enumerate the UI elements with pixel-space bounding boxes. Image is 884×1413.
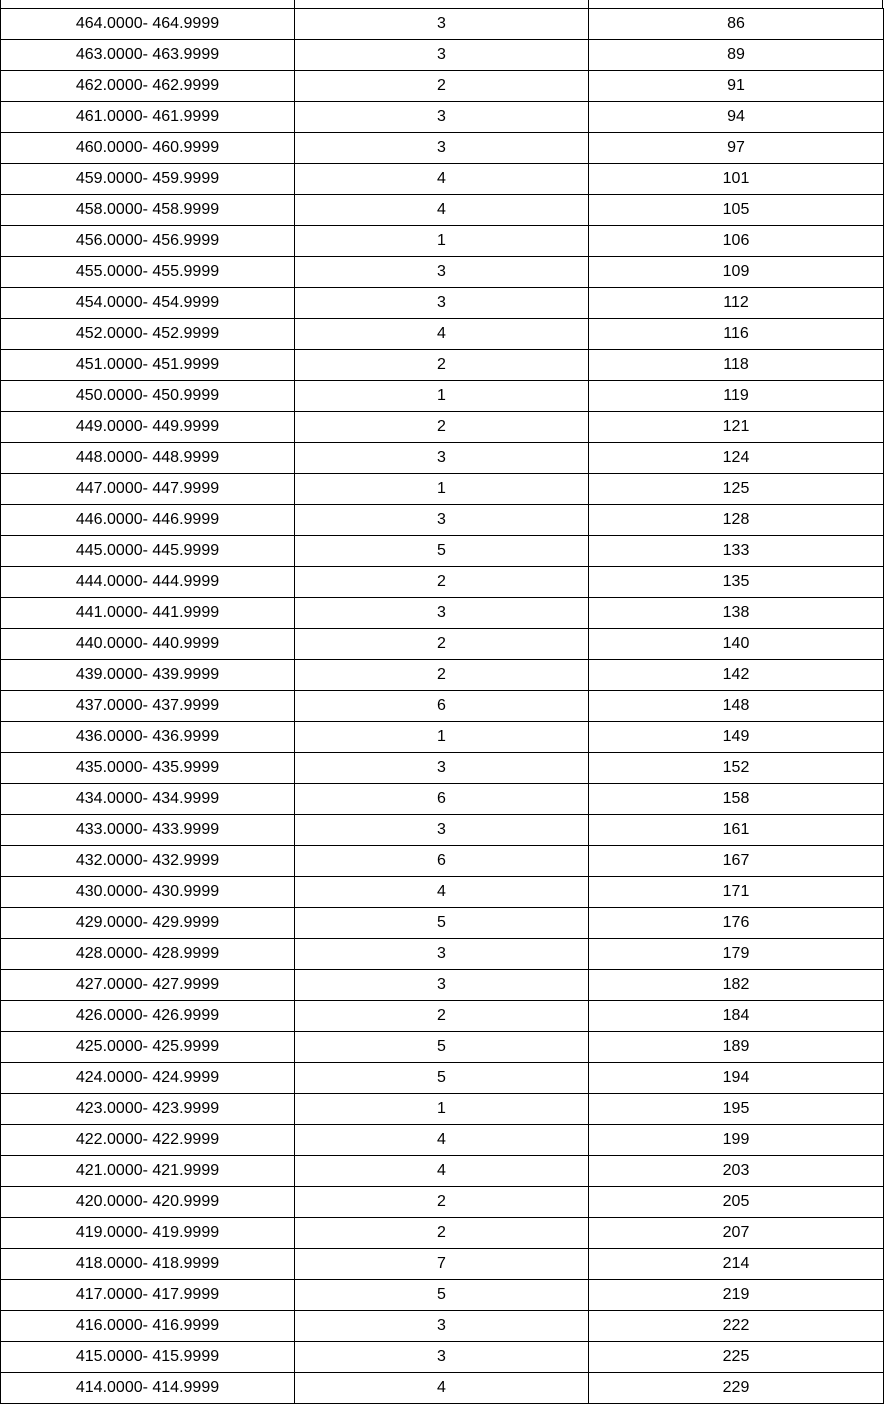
cumulative-count-cell: 125 (589, 474, 884, 505)
table-row (1, 567, 884, 598)
score-range-cell: 460.0000- 460.9999 (1, 133, 295, 164)
cumulative-count-cell: 119 (589, 381, 884, 412)
count-cell: 3 (295, 133, 589, 164)
cumulative-count-cell: 140 (589, 629, 884, 660)
cumulative-count-cell: 128 (589, 505, 884, 536)
score-range-cell: 455.0000- 455.9999 (1, 257, 295, 288)
cumulative-count-cell: 101 (589, 164, 884, 195)
score-range-cell: 441.0000- 441.9999 (1, 598, 295, 629)
count-cell: 6 (295, 691, 589, 722)
count-cell: 2 (295, 1218, 589, 1249)
table-row (1, 226, 884, 257)
score-range-cell: 417.0000- 417.9999 (1, 1280, 295, 1311)
cumulative-count-cell: 199 (589, 1125, 884, 1156)
score-range-cell: 444.0000- 444.9999 (1, 567, 295, 598)
count-cell: 3 (295, 753, 589, 784)
table-row (1, 1249, 884, 1280)
table-row (1, 319, 884, 350)
count-cell: 3 (295, 288, 589, 319)
score-range-cell: 445.0000- 445.9999 (1, 536, 295, 567)
cumulative-count-cell: 124 (589, 443, 884, 474)
count-cell: 2 (295, 1187, 589, 1218)
table-row (1, 1311, 884, 1342)
score-range-cell: 427.0000- 427.9999 (1, 970, 295, 1001)
cumulative-count-cell: 225 (589, 1342, 884, 1373)
table-row (1, 1001, 884, 1032)
cumulative-count-cell: 138 (589, 598, 884, 629)
table-row (1, 1156, 884, 1187)
table-row (1, 288, 884, 319)
count-cell: 2 (295, 629, 589, 660)
score-range-cell: 423.0000- 423.9999 (1, 1094, 295, 1125)
score-range-cell: 430.0000- 430.9999 (1, 877, 295, 908)
cumulative-count-cell: 205 (589, 1187, 884, 1218)
cumulative-count-cell: 207 (589, 1218, 884, 1249)
table-row (1, 412, 884, 443)
table-row (1, 784, 884, 815)
score-range-cell: 433.0000- 433.9999 (1, 815, 295, 846)
count-cell: 4 (295, 195, 589, 226)
cumulative-count-cell: 142 (589, 660, 884, 691)
count-cell: 5 (295, 1280, 589, 1311)
table-row (1, 1280, 884, 1311)
score-range-cell: 416.0000- 416.9999 (1, 1311, 295, 1342)
cumulative-count-cell: 161 (589, 815, 884, 846)
score-range-cell: 458.0000- 458.9999 (1, 195, 295, 226)
count-cell: 3 (295, 443, 589, 474)
count-cell: 3 (295, 40, 589, 71)
cumulative-count-cell: 94 (589, 102, 884, 133)
count-cell: 3 (295, 939, 589, 970)
score-range-cell: 436.0000- 436.9999 (1, 722, 295, 753)
count-cell: 2 (295, 1001, 589, 1032)
score-range-cell: 450.0000- 450.9999 (1, 381, 295, 412)
score-range-cell: 462.0000- 462.9999 (1, 71, 295, 102)
score-distribution-table (0, 8, 884, 1404)
cumulative-count-cell: 214 (589, 1249, 884, 1280)
score-range-cell: 446.0000- 446.9999 (1, 505, 295, 536)
score-range-cell: 447.0000- 447.9999 (1, 474, 295, 505)
score-range-cell: 424.0000- 424.9999 (1, 1063, 295, 1094)
count-cell: 3 (295, 257, 589, 288)
table-row (1, 195, 884, 226)
cumulative-count-cell: 195 (589, 1094, 884, 1125)
cumulative-count-cell: 121 (589, 412, 884, 443)
score-range-cell: 464.0000- 464.9999 (1, 9, 295, 40)
table-row (1, 505, 884, 536)
cumulative-count-cell: 189 (589, 1032, 884, 1063)
cumulative-count-cell: 222 (589, 1311, 884, 1342)
count-cell: 5 (295, 1032, 589, 1063)
cumulative-count-cell: 184 (589, 1001, 884, 1032)
table-body (1, 9, 884, 1404)
table-row (1, 815, 884, 846)
table-row (1, 164, 884, 195)
score-range-cell: 454.0000- 454.9999 (1, 288, 295, 319)
count-cell: 2 (295, 412, 589, 443)
score-range-cell: 439.0000- 439.9999 (1, 660, 295, 691)
score-distribution-table-wrapper (0, 8, 883, 1404)
score-range-cell: 437.0000- 437.9999 (1, 691, 295, 722)
count-cell: 3 (295, 9, 589, 40)
count-cell: 2 (295, 350, 589, 381)
count-cell: 5 (295, 908, 589, 939)
table-row (1, 1063, 884, 1094)
cumulative-count-cell: 135 (589, 567, 884, 598)
cumulative-count-cell: 89 (589, 40, 884, 71)
score-range-cell: 448.0000- 448.9999 (1, 443, 295, 474)
count-cell: 4 (295, 319, 589, 350)
score-range-cell: 419.0000- 419.9999 (1, 1218, 295, 1249)
table-row (1, 846, 884, 877)
score-range-cell: 435.0000- 435.9999 (1, 753, 295, 784)
count-cell: 6 (295, 784, 589, 815)
table-row (1, 257, 884, 288)
table-row (1, 598, 884, 629)
table-row (1, 722, 884, 753)
count-cell: 7 (295, 1249, 589, 1280)
table-row (1, 474, 884, 505)
cumulative-count-cell: 118 (589, 350, 884, 381)
table-row (1, 9, 884, 40)
score-range-cell: 461.0000- 461.9999 (1, 102, 295, 133)
table-row (1, 71, 884, 102)
score-range-cell: 434.0000- 434.9999 (1, 784, 295, 815)
column-divider (0, 0, 1, 8)
table-row (1, 1094, 884, 1125)
score-range-cell: 463.0000- 463.9999 (1, 40, 295, 71)
count-cell: 1 (295, 722, 589, 753)
score-range-cell: 459.0000- 459.9999 (1, 164, 295, 195)
cumulative-count-cell: 229 (589, 1373, 884, 1404)
table-row (1, 1373, 884, 1404)
count-cell: 3 (295, 505, 589, 536)
cumulative-count-cell: 86 (589, 9, 884, 40)
count-cell: 5 (295, 1063, 589, 1094)
table-row (1, 877, 884, 908)
count-cell: 1 (295, 1094, 589, 1125)
count-cell: 1 (295, 474, 589, 505)
table-row (1, 443, 884, 474)
count-cell: 1 (295, 381, 589, 412)
score-range-cell: 420.0000- 420.9999 (1, 1187, 295, 1218)
table-row (1, 660, 884, 691)
cumulative-count-cell: 116 (589, 319, 884, 350)
cumulative-count-cell: 133 (589, 536, 884, 567)
count-cell: 4 (295, 1373, 589, 1404)
count-cell: 4 (295, 1156, 589, 1187)
table-row (1, 1187, 884, 1218)
score-range-cell: 422.0000- 422.9999 (1, 1125, 295, 1156)
score-range-cell: 426.0000- 426.9999 (1, 1001, 295, 1032)
count-cell: 3 (295, 970, 589, 1001)
count-cell: 4 (295, 164, 589, 195)
cumulative-count-cell: 171 (589, 877, 884, 908)
cumulative-count-cell: 109 (589, 257, 884, 288)
count-cell: 2 (295, 660, 589, 691)
count-cell: 2 (295, 567, 589, 598)
table-row (1, 40, 884, 71)
cumulative-count-cell: 179 (589, 939, 884, 970)
score-range-cell: 449.0000- 449.9999 (1, 412, 295, 443)
cumulative-count-cell: 219 (589, 1280, 884, 1311)
score-range-cell: 428.0000- 428.9999 (1, 939, 295, 970)
column-divider (294, 0, 295, 8)
previous-row-stub (0, 0, 883, 8)
cumulative-count-cell: 152 (589, 753, 884, 784)
table-row (1, 381, 884, 412)
column-divider (588, 0, 589, 8)
score-range-cell: 432.0000- 432.9999 (1, 846, 295, 877)
score-range-cell: 440.0000- 440.9999 (1, 629, 295, 660)
score-range-cell: 414.0000- 414.9999 (1, 1373, 295, 1404)
count-cell: 1 (295, 226, 589, 257)
table-row (1, 1032, 884, 1063)
score-range-cell: 456.0000- 456.9999 (1, 226, 295, 257)
cumulative-count-cell: 158 (589, 784, 884, 815)
table-row (1, 350, 884, 381)
cumulative-count-cell: 148 (589, 691, 884, 722)
cumulative-count-cell: 97 (589, 133, 884, 164)
count-cell: 4 (295, 877, 589, 908)
count-cell: 3 (295, 815, 589, 846)
table-row (1, 908, 884, 939)
table-row (1, 1125, 884, 1156)
table-row (1, 753, 884, 784)
cumulative-count-cell: 176 (589, 908, 884, 939)
cumulative-count-cell: 112 (589, 288, 884, 319)
cumulative-count-cell: 106 (589, 226, 884, 257)
cumulative-count-cell: 182 (589, 970, 884, 1001)
table-row (1, 970, 884, 1001)
score-range-cell: 415.0000- 415.9999 (1, 1342, 295, 1373)
table-row (1, 102, 884, 133)
table-row (1, 939, 884, 970)
column-divider (882, 0, 883, 8)
count-cell: 3 (295, 598, 589, 629)
cumulative-count-cell: 91 (589, 71, 884, 102)
score-range-cell: 421.0000- 421.9999 (1, 1156, 295, 1187)
table-row (1, 133, 884, 164)
count-cell: 5 (295, 536, 589, 567)
cumulative-count-cell: 203 (589, 1156, 884, 1187)
table-row (1, 1218, 884, 1249)
table-row (1, 1342, 884, 1373)
count-cell: 2 (295, 71, 589, 102)
score-range-cell: 451.0000- 451.9999 (1, 350, 295, 381)
score-range-cell: 429.0000- 429.9999 (1, 908, 295, 939)
cumulative-count-cell: 105 (589, 195, 884, 226)
cumulative-count-cell: 167 (589, 846, 884, 877)
score-range-cell: 452.0000- 452.9999 (1, 319, 295, 350)
cumulative-count-cell: 194 (589, 1063, 884, 1094)
score-range-cell: 425.0000- 425.9999 (1, 1032, 295, 1063)
score-range-cell: 418.0000- 418.9999 (1, 1249, 295, 1280)
count-cell: 3 (295, 1311, 589, 1342)
cumulative-count-cell: 149 (589, 722, 884, 753)
count-cell: 6 (295, 846, 589, 877)
count-cell: 4 (295, 1125, 589, 1156)
table-row (1, 536, 884, 567)
count-cell: 3 (295, 102, 589, 133)
table-row (1, 629, 884, 660)
table-row (1, 691, 884, 722)
count-cell: 3 (295, 1342, 589, 1373)
